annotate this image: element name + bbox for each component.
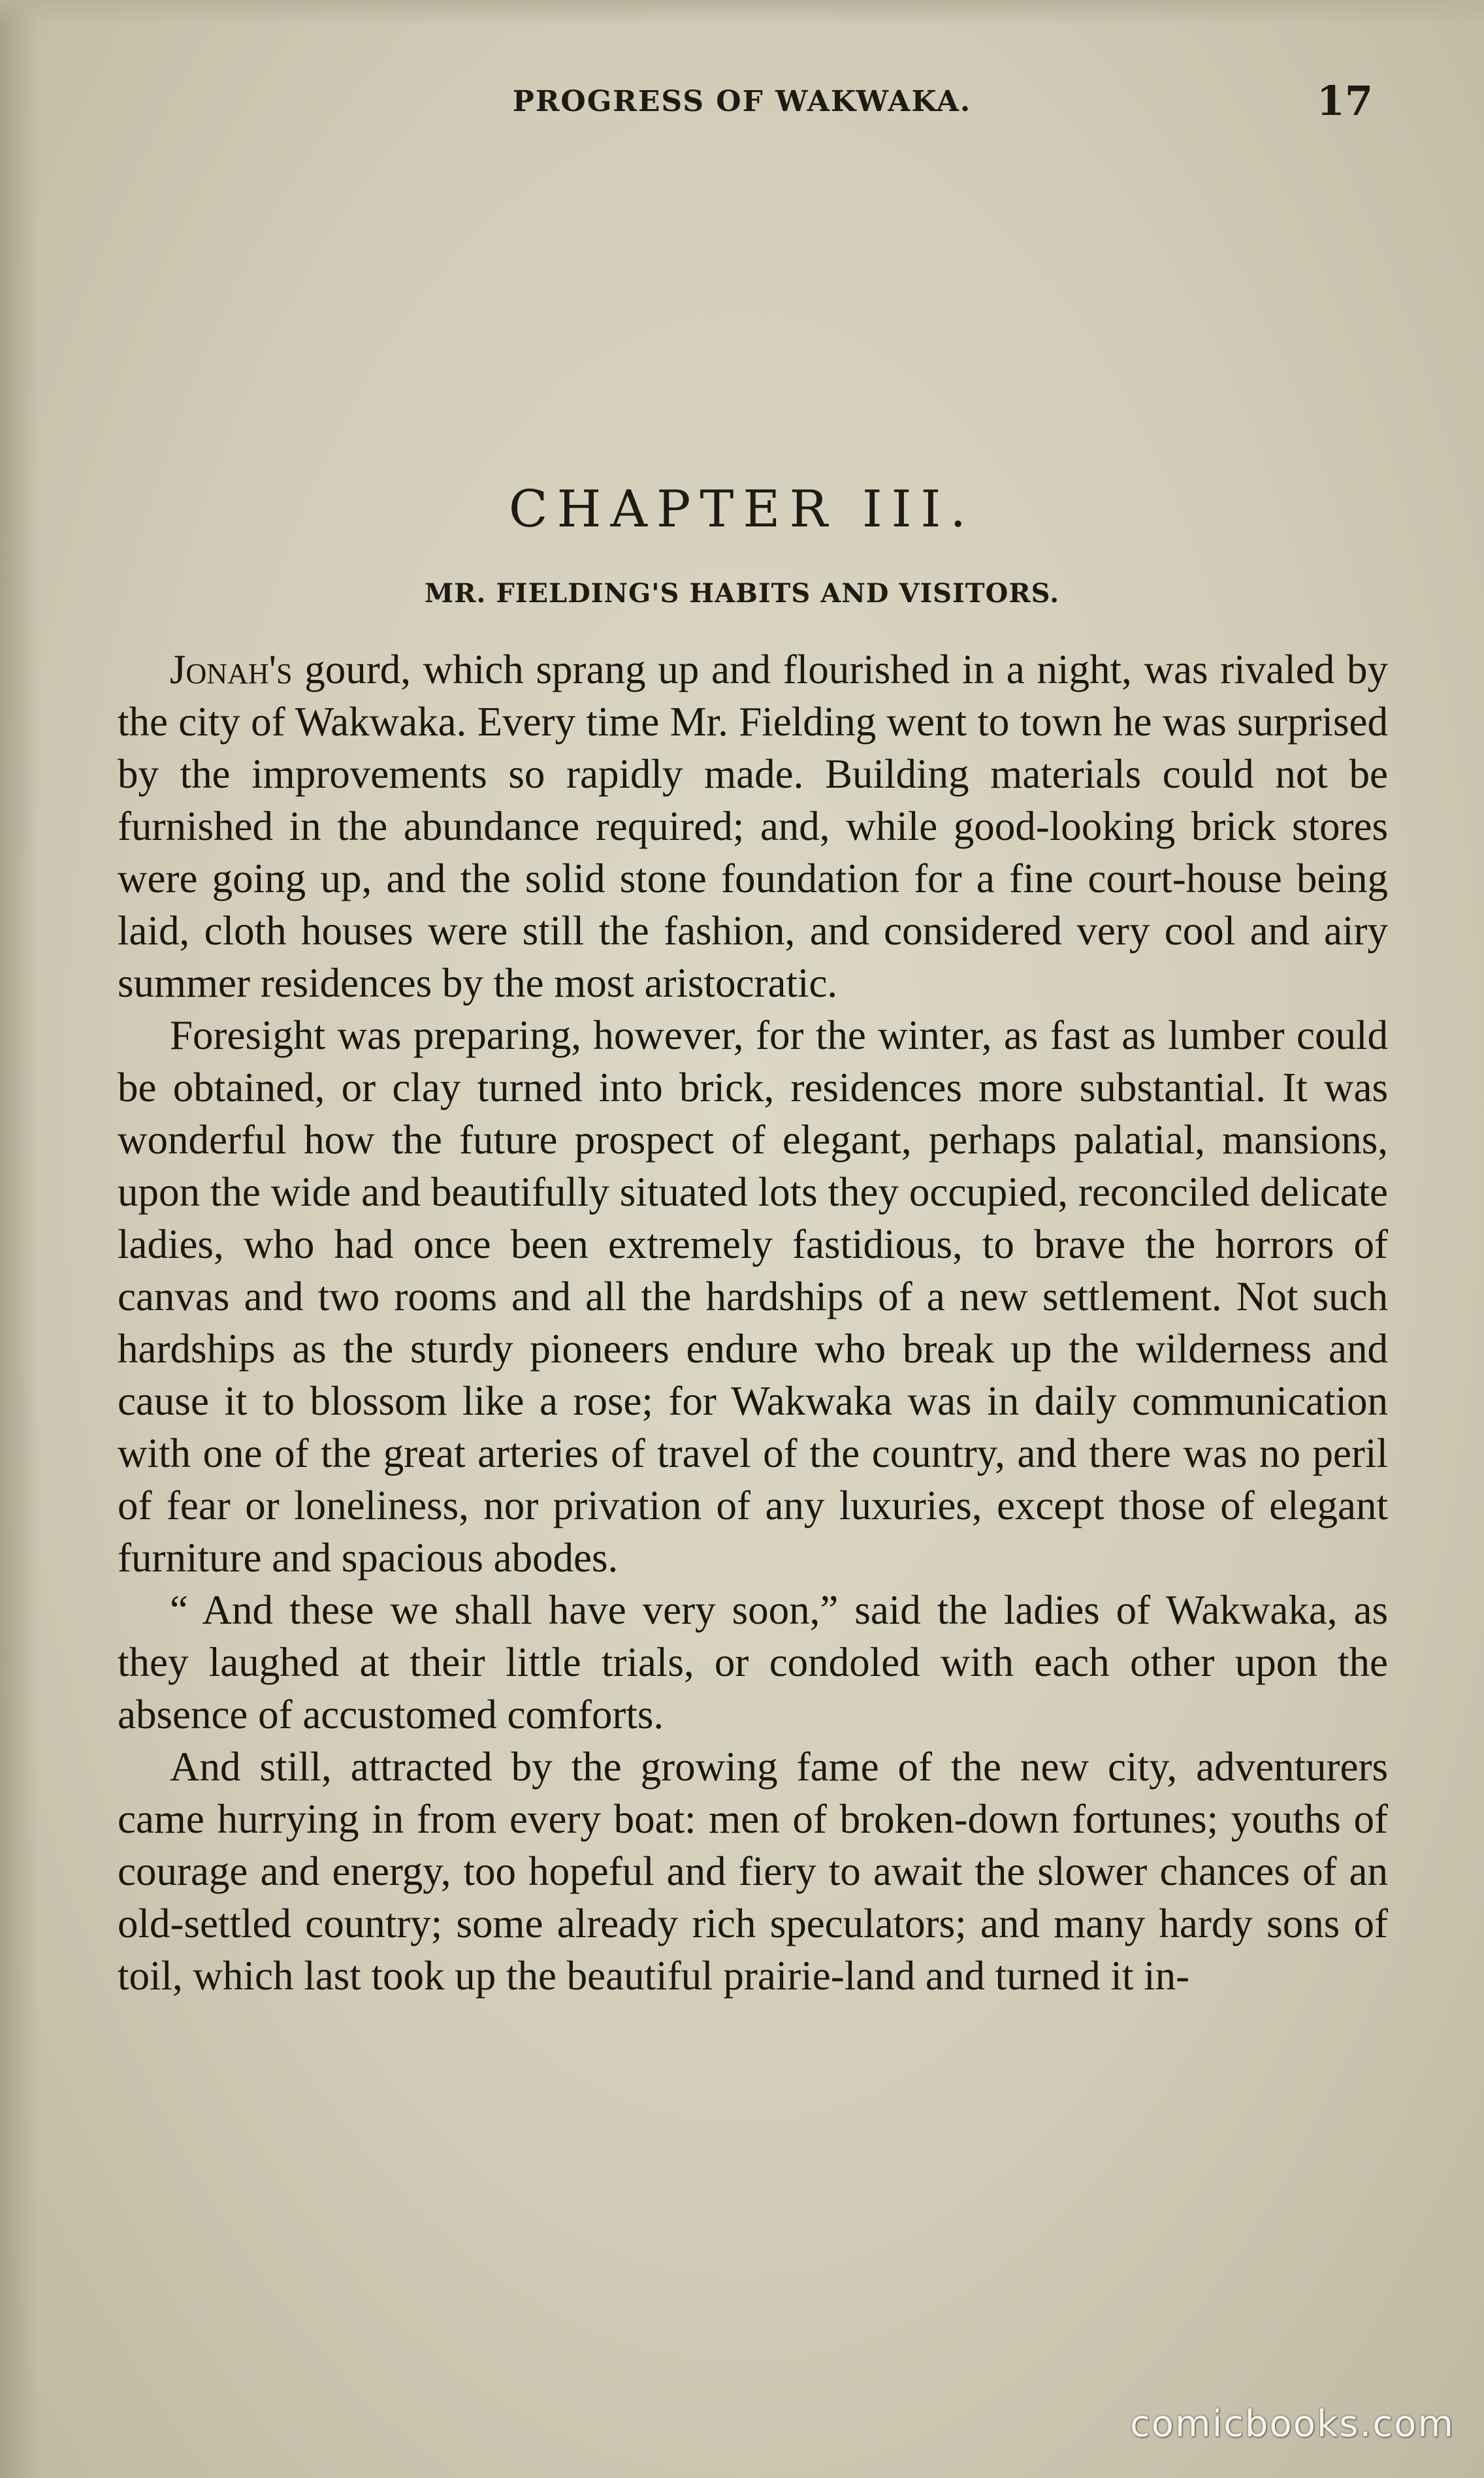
page-number: 17 bbox=[1316, 77, 1373, 125]
running-head: PROGRESS OF WAKWAKA. bbox=[512, 85, 972, 118]
paragraph: “ And these we shall have very soon,” said the ladies of Wakwaka, as they laughed at their little trials, or condoled with each other upon the absence of accustomed comforts. bbox=[118, 1587, 1388, 1737]
page-edge-shadow bbox=[0, 0, 39, 2478]
chapter-subtitle: MR. FIELDING'S HABITS AND VISITORS. bbox=[425, 578, 1059, 609]
watermark: comicbooks.com bbox=[1129, 2403, 1455, 2445]
paragraph: And still, attracted by the growing fame of the new city, adventurers came hurrying in from every boat: men of broken-down fortunes; youths of courage and energy, too hopeful and fiery to await the slower chances of an old-settled country; some already rich speculators; and many hardy sons of toil, which last took up the beautiful prairie-land and turned it in- bbox=[118, 1744, 1388, 1999]
body-text bbox=[118, 643, 1388, 2002]
paragraph-lead-word: Jonah's bbox=[170, 647, 293, 692]
paragraph: Foresight was preparing, however, for the winter, as fast as lumber could be obtained, or clay turned into brick, residences more substantial. It was wonderful how the future prospect of elegant, perhaps palatial, mansions, upon the wide and beautifully situated lots they occupied, reconciled delicate ladies, who had once been extremely fastidious, to brave the horrors of canvas and two rooms and all the hardships of a new settlement. Not such hardships as the sturdy pioneers endure who break up the wilderness and cause it to blossom like a rose; for Wakwaka was in daily communication with one of the great arteries of travel of the country, and there was no peril of fear or loneliness, nor privation of any luxuries, except those of elegant furniture and spacious abodes. bbox=[118, 1012, 1388, 1581]
paragraph bbox=[118, 643, 1388, 1009]
chapter-title: CHAPTER III. bbox=[508, 480, 976, 539]
paragraph-text: gourd, which sprang up and flourished in a night, was rivaled by the city of Wakwaka. Every time Mr. Fielding went to town he was surprised by the improvements so rapidly made. Building materials could not be furnished in the abundance required; and, while good-looking brick stores were going up, and the solid stone foundation for a fine court-house being laid, cloth houses were still the fashion, and considered very cool and airy summer residences by the most aristocratic. bbox=[118, 647, 1388, 1006]
page-top-shadow bbox=[0, 0, 1484, 26]
